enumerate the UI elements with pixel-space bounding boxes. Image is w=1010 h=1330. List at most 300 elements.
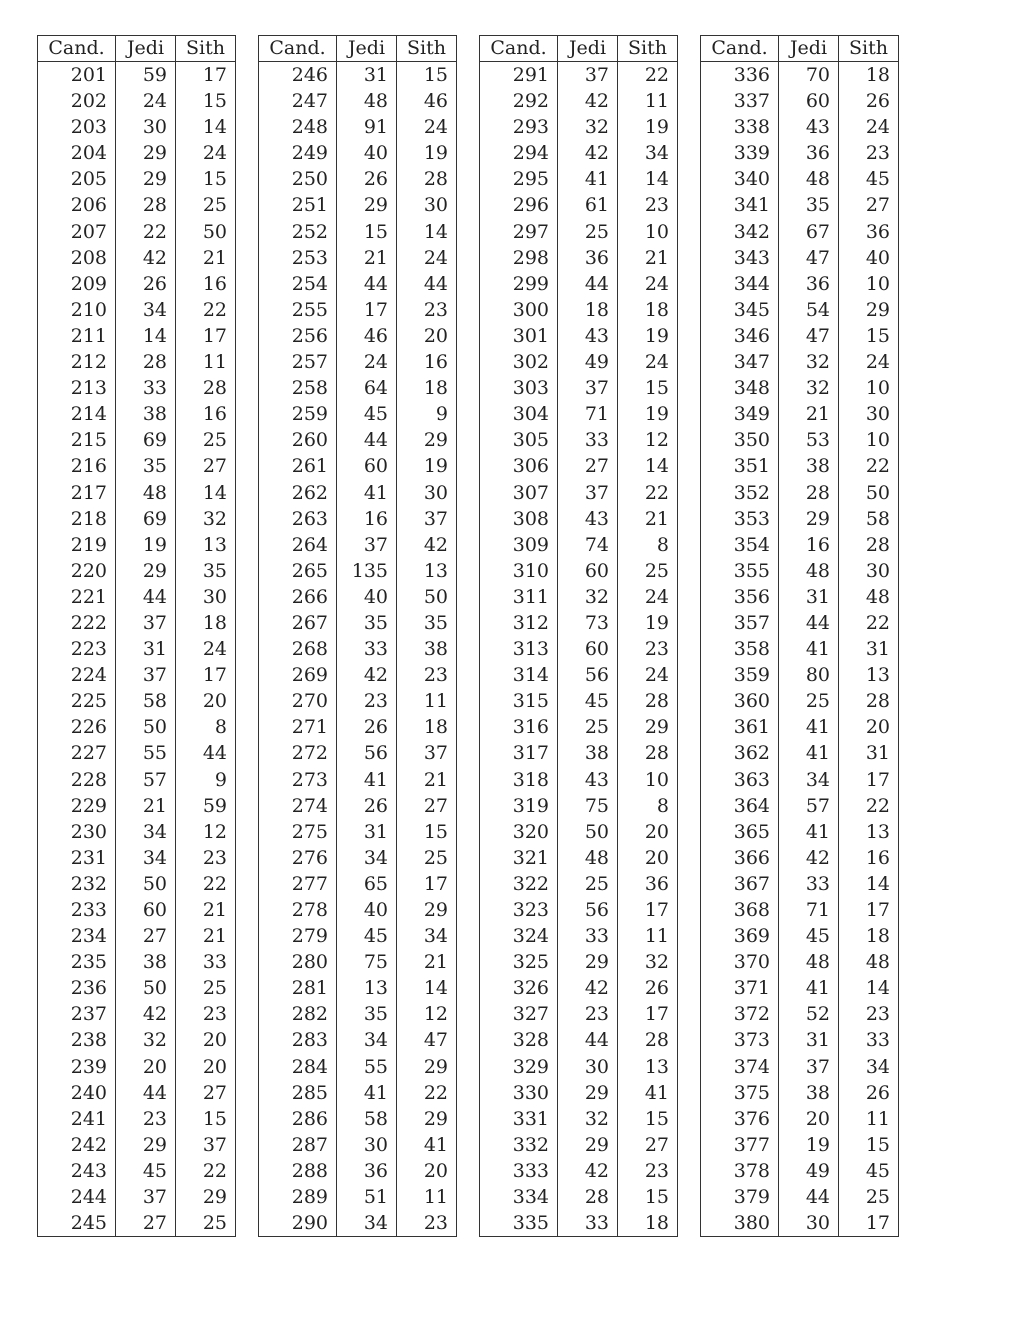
table-row [259, 1158, 457, 1184]
jedi-cell: 43 [558, 323, 618, 349]
cand-cell: 215 [38, 427, 116, 453]
table-row [259, 740, 457, 766]
table-row [480, 1210, 678, 1237]
table-row [701, 1106, 899, 1132]
table-row [259, 114, 457, 140]
jedi-cell: 33 [558, 923, 618, 949]
cand-cell: 287 [259, 1132, 337, 1158]
header-row [480, 36, 678, 62]
jedi-cell: 20 [779, 1106, 839, 1132]
sith-cell: 29 [397, 1106, 457, 1132]
jedi-cell: 33 [116, 375, 176, 401]
sith-cell: 30 [839, 558, 899, 584]
sith-cell: 23 [839, 140, 899, 166]
cand-cell: 372 [701, 1001, 779, 1027]
jedi-cell: 36 [337, 1158, 397, 1184]
sith-cell: 14 [618, 166, 678, 192]
jedi-cell: 44 [558, 271, 618, 297]
cand-cell: 220 [38, 558, 116, 584]
table-row [259, 793, 457, 819]
table-row [38, 62, 236, 89]
sith-cell: 14 [397, 219, 457, 245]
cand-cell: 355 [701, 558, 779, 584]
jedi-cell: 35 [779, 192, 839, 218]
jedi-cell: 41 [779, 740, 839, 766]
table-row [259, 975, 457, 1001]
cand-cell: 329 [480, 1054, 558, 1080]
table-row [480, 636, 678, 662]
cand-cell: 327 [480, 1001, 558, 1027]
jedi-cell: 32 [116, 1027, 176, 1053]
jedi-cell: 33 [337, 636, 397, 662]
jedi-cell: 44 [779, 610, 839, 636]
jedi-cell: 57 [116, 767, 176, 793]
jedi-cell: 26 [337, 166, 397, 192]
table-row [259, 923, 457, 949]
sith-cell: 22 [839, 453, 899, 479]
sith-cell: 22 [176, 871, 236, 897]
cand-cell: 336 [701, 62, 779, 89]
jedi-cell: 30 [779, 1210, 839, 1237]
table-row [480, 349, 678, 375]
sith-cell: 41 [618, 1080, 678, 1106]
jedi-cell: 34 [779, 767, 839, 793]
sith-cell: 37 [397, 506, 457, 532]
table-row [480, 245, 678, 271]
cand-header: Cand. [259, 36, 337, 62]
cand-cell: 323 [480, 897, 558, 923]
cand-cell: 369 [701, 923, 779, 949]
cand-cell: 256 [259, 323, 337, 349]
table-row [480, 819, 678, 845]
cand-cell: 365 [701, 819, 779, 845]
jedi-cell: 40 [337, 584, 397, 610]
table-row [38, 662, 236, 688]
table-row [259, 427, 457, 453]
jedi-cell: 35 [116, 453, 176, 479]
cand-cell: 286 [259, 1106, 337, 1132]
table-row [38, 897, 236, 923]
table-row [259, 401, 457, 427]
jedi-cell: 52 [779, 1001, 839, 1027]
jedi-cell: 18 [558, 297, 618, 323]
cand-cell: 273 [259, 767, 337, 793]
cand-cell: 359 [701, 662, 779, 688]
cand-cell: 360 [701, 688, 779, 714]
jedi-cell: 31 [779, 584, 839, 610]
cand-cell: 214 [38, 401, 116, 427]
table-row [480, 740, 678, 766]
jedi-cell: 31 [779, 1027, 839, 1053]
jedi-cell: 38 [116, 401, 176, 427]
cand-cell: 346 [701, 323, 779, 349]
jedi-cell: 26 [337, 714, 397, 740]
cand-header: Cand. [38, 36, 116, 62]
cand-cell: 282 [259, 1001, 337, 1027]
cand-cell: 304 [480, 401, 558, 427]
table-row [38, 1001, 236, 1027]
table-row [38, 714, 236, 740]
table-row [701, 506, 899, 532]
sith-cell: 8 [618, 793, 678, 819]
table-row [701, 1158, 899, 1184]
table-row [480, 1184, 678, 1210]
sith-cell: 12 [176, 819, 236, 845]
sith-cell: 22 [176, 297, 236, 323]
sith-cell: 15 [839, 1132, 899, 1158]
sith-cell: 11 [618, 923, 678, 949]
sith-cell: 28 [618, 688, 678, 714]
table-row [38, 688, 236, 714]
sith-cell: 20 [397, 1158, 457, 1184]
cand-cell: 302 [480, 349, 558, 375]
jedi-cell: 16 [337, 506, 397, 532]
table-row [259, 480, 457, 506]
table-row [480, 297, 678, 323]
sith-cell: 17 [176, 662, 236, 688]
table-row [480, 714, 678, 740]
table-row [701, 662, 899, 688]
jedi-cell: 33 [558, 427, 618, 453]
sith-header: Sith [839, 36, 899, 62]
cand-cell: 330 [480, 1080, 558, 1106]
table-row [38, 375, 236, 401]
table-row [259, 140, 457, 166]
cand-cell: 280 [259, 949, 337, 975]
jedi-cell: 51 [337, 1184, 397, 1210]
sith-cell: 29 [618, 714, 678, 740]
jedi-cell: 42 [337, 662, 397, 688]
cand-cell: 207 [38, 219, 116, 245]
table-row [701, 793, 899, 819]
cand-cell: 234 [38, 923, 116, 949]
table-row [259, 271, 457, 297]
cand-cell: 374 [701, 1054, 779, 1080]
jedi-cell: 44 [779, 1184, 839, 1210]
cand-cell: 356 [701, 584, 779, 610]
jedi-cell: 50 [558, 819, 618, 845]
cand-cell: 253 [259, 245, 337, 271]
cand-cell: 252 [259, 219, 337, 245]
table-row [701, 949, 899, 975]
sith-cell: 12 [618, 427, 678, 453]
sith-cell: 18 [397, 375, 457, 401]
table-row [38, 114, 236, 140]
sith-cell: 24 [397, 114, 457, 140]
jedi-cell: 61 [558, 192, 618, 218]
cand-cell: 354 [701, 532, 779, 558]
sith-cell: 19 [618, 610, 678, 636]
table-row [259, 949, 457, 975]
table-row [38, 1027, 236, 1053]
cand-cell: 332 [480, 1132, 558, 1158]
table-row [480, 271, 678, 297]
jedi-cell: 74 [558, 532, 618, 558]
jedi-cell: 38 [558, 740, 618, 766]
jedi-cell: 36 [558, 245, 618, 271]
cand-cell: 266 [259, 584, 337, 610]
cand-cell: 238 [38, 1027, 116, 1053]
table-row [480, 532, 678, 558]
table-row [38, 819, 236, 845]
table-row [38, 245, 236, 271]
sith-cell: 23 [397, 1210, 457, 1237]
jedi-cell: 48 [779, 166, 839, 192]
cand-cell: 288 [259, 1158, 337, 1184]
jedi-cell: 21 [779, 401, 839, 427]
cand-cell: 321 [480, 845, 558, 871]
sith-cell: 45 [839, 1158, 899, 1184]
cand-cell: 227 [38, 740, 116, 766]
jedi-cell: 29 [337, 192, 397, 218]
table-row [38, 271, 236, 297]
cand-cell: 349 [701, 401, 779, 427]
cand-cell: 275 [259, 819, 337, 845]
jedi-cell: 75 [337, 949, 397, 975]
sith-cell: 20 [618, 819, 678, 845]
cand-cell: 308 [480, 506, 558, 532]
sith-cell: 11 [176, 349, 236, 375]
table-row [701, 714, 899, 740]
jedi-cell: 44 [558, 1027, 618, 1053]
sith-cell: 22 [839, 793, 899, 819]
sith-cell: 24 [176, 636, 236, 662]
sith-cell: 20 [176, 1027, 236, 1053]
cand-cell: 249 [259, 140, 337, 166]
cand-cell: 265 [259, 558, 337, 584]
cand-cell: 212 [38, 349, 116, 375]
cand-cell: 206 [38, 192, 116, 218]
cand-cell: 306 [480, 453, 558, 479]
jedi-cell: 60 [337, 453, 397, 479]
sith-cell: 21 [618, 245, 678, 271]
sith-cell: 15 [176, 166, 236, 192]
sith-cell: 34 [397, 923, 457, 949]
sith-cell: 15 [839, 323, 899, 349]
jedi-cell: 80 [779, 662, 839, 688]
jedi-cell: 46 [337, 323, 397, 349]
jedi-cell: 41 [337, 1080, 397, 1106]
table-row [38, 480, 236, 506]
cand-cell: 224 [38, 662, 116, 688]
vote-table-1 [37, 35, 236, 1237]
sith-cell: 33 [839, 1027, 899, 1053]
jedi-cell: 55 [116, 740, 176, 766]
cand-cell: 254 [259, 271, 337, 297]
table-row [259, 558, 457, 584]
cand-cell: 295 [480, 166, 558, 192]
cand-cell: 326 [480, 975, 558, 1001]
table-row [38, 192, 236, 218]
jedi-cell: 29 [116, 140, 176, 166]
jedi-cell: 36 [779, 271, 839, 297]
sith-cell: 20 [839, 714, 899, 740]
table-row [259, 506, 457, 532]
cand-cell: 217 [38, 480, 116, 506]
jedi-cell: 54 [779, 297, 839, 323]
cand-cell: 269 [259, 662, 337, 688]
cand-cell: 222 [38, 610, 116, 636]
cand-cell: 370 [701, 949, 779, 975]
sith-cell: 16 [176, 401, 236, 427]
cand-cell: 378 [701, 1158, 779, 1184]
cand-cell: 213 [38, 375, 116, 401]
sith-cell: 50 [397, 584, 457, 610]
table-row [259, 62, 457, 89]
sith-cell: 22 [839, 610, 899, 636]
table-row [701, 192, 899, 218]
jedi-cell: 27 [116, 1210, 176, 1237]
sith-cell: 58 [839, 506, 899, 532]
jedi-cell: 26 [337, 793, 397, 819]
sith-cell: 10 [839, 375, 899, 401]
sith-header: Sith [618, 36, 678, 62]
jedi-cell: 50 [116, 975, 176, 1001]
table-row [701, 845, 899, 871]
jedi-cell: 44 [337, 427, 397, 453]
cand-cell: 245 [38, 1210, 116, 1237]
cand-cell: 377 [701, 1132, 779, 1158]
table-row [259, 584, 457, 610]
cand-cell: 261 [259, 453, 337, 479]
cand-cell: 271 [259, 714, 337, 740]
jedi-cell: 32 [558, 584, 618, 610]
table-row [480, 192, 678, 218]
sith-cell: 17 [839, 1210, 899, 1237]
table-row [259, 688, 457, 714]
jedi-cell: 69 [116, 427, 176, 453]
jedi-cell: 31 [116, 636, 176, 662]
table-row [701, 427, 899, 453]
sith-cell: 11 [839, 1106, 899, 1132]
jedi-cell: 28 [116, 192, 176, 218]
table-row [38, 871, 236, 897]
sith-cell: 24 [839, 114, 899, 140]
sith-cell: 10 [839, 427, 899, 453]
jedi-cell: 25 [558, 714, 618, 740]
sith-cell: 25 [618, 558, 678, 584]
jedi-cell: 25 [779, 688, 839, 714]
sith-cell: 24 [618, 584, 678, 610]
sith-cell: 18 [839, 62, 899, 89]
cand-cell: 325 [480, 949, 558, 975]
jedi-cell: 16 [779, 532, 839, 558]
jedi-cell: 135 [337, 558, 397, 584]
sith-cell: 16 [397, 349, 457, 375]
sith-cell: 9 [176, 767, 236, 793]
sith-cell: 18 [176, 610, 236, 636]
table-row [259, 1054, 457, 1080]
cand-cell: 277 [259, 871, 337, 897]
table-row [480, 558, 678, 584]
sith-cell: 42 [397, 532, 457, 558]
cand-cell: 225 [38, 688, 116, 714]
jedi-cell: 29 [558, 1132, 618, 1158]
cand-cell: 297 [480, 219, 558, 245]
cand-cell: 371 [701, 975, 779, 1001]
cand-cell: 373 [701, 1027, 779, 1053]
jedi-cell: 71 [558, 401, 618, 427]
sith-cell: 29 [397, 427, 457, 453]
jedi-cell: 37 [558, 62, 618, 89]
table-row [701, 871, 899, 897]
sith-cell: 18 [839, 923, 899, 949]
sith-cell: 41 [397, 1132, 457, 1158]
jedi-cell: 24 [337, 349, 397, 375]
jedi-cell: 42 [558, 1158, 618, 1184]
table-row [259, 1106, 457, 1132]
sith-cell: 44 [397, 271, 457, 297]
cand-cell: 274 [259, 793, 337, 819]
vote-table-4 [700, 35, 899, 1237]
table-row [38, 636, 236, 662]
jedi-cell: 44 [116, 584, 176, 610]
cand-cell: 232 [38, 871, 116, 897]
sith-cell: 16 [176, 271, 236, 297]
table-row [701, 1184, 899, 1210]
sith-cell: 21 [176, 245, 236, 271]
table-row [38, 793, 236, 819]
table-row [480, 584, 678, 610]
sith-cell: 50 [176, 219, 236, 245]
table-row [38, 845, 236, 871]
table-row [480, 1132, 678, 1158]
jedi-cell: 32 [779, 349, 839, 375]
cand-cell: 348 [701, 375, 779, 401]
cand-cell: 216 [38, 453, 116, 479]
header-row [38, 36, 236, 62]
cand-cell: 229 [38, 793, 116, 819]
table-row [259, 662, 457, 688]
table-row [701, 88, 899, 114]
cand-cell: 331 [480, 1106, 558, 1132]
table-row [38, 1106, 236, 1132]
jedi-cell: 73 [558, 610, 618, 636]
sith-cell: 23 [618, 192, 678, 218]
sith-cell: 24 [397, 245, 457, 271]
sith-cell: 13 [839, 819, 899, 845]
jedi-cell: 41 [779, 636, 839, 662]
table-row [259, 1027, 457, 1053]
table-row [701, 401, 899, 427]
jedi-cell: 21 [116, 793, 176, 819]
vote-table-2 [258, 35, 457, 1237]
cand-cell: 270 [259, 688, 337, 714]
jedi-cell: 25 [558, 219, 618, 245]
jedi-cell: 70 [779, 62, 839, 89]
jedi-cell: 41 [337, 767, 397, 793]
jedi-cell: 40 [337, 140, 397, 166]
table-row [38, 923, 236, 949]
jedi-cell: 35 [337, 1001, 397, 1027]
jedi-cell: 29 [116, 166, 176, 192]
jedi-cell: 58 [337, 1106, 397, 1132]
cand-cell: 350 [701, 427, 779, 453]
cand-cell: 296 [480, 192, 558, 218]
cand-cell: 380 [701, 1210, 779, 1237]
cand-cell: 339 [701, 140, 779, 166]
table-row [38, 610, 236, 636]
cand-cell: 300 [480, 297, 558, 323]
sith-cell: 10 [618, 767, 678, 793]
sith-header: Sith [397, 36, 457, 62]
sith-cell: 28 [839, 532, 899, 558]
sith-cell: 37 [397, 740, 457, 766]
sith-cell: 10 [839, 271, 899, 297]
jedi-cell: 57 [779, 793, 839, 819]
jedi-cell: 56 [558, 662, 618, 688]
sith-cell: 24 [839, 349, 899, 375]
